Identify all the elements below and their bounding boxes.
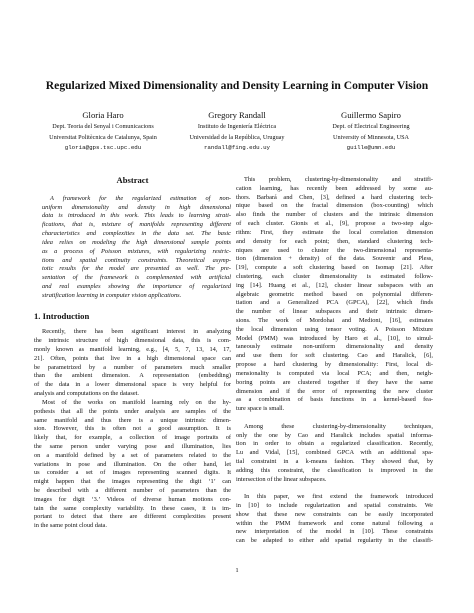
author-institution: Universitat Politècnica de Catalunya, Spain bbox=[49, 133, 157, 141]
text-line: same manifold and thus there is a unique intrinsic dimen- bbox=[34, 416, 231, 424]
text-line: likely that, for example, a collection of image portraits of bbox=[34, 434, 231, 442]
intro-paragraph bbox=[34, 328, 231, 399]
text-line: thors. Barbará and Chen, [3], defined a hard clustering tech- bbox=[236, 193, 433, 201]
text-line: in the same point cloud data. bbox=[34, 522, 107, 530]
text-line: ture space is small. bbox=[236, 405, 285, 413]
text-line: be described with a different number of parameters than the bbox=[34, 487, 231, 494]
page-number: 1 bbox=[235, 567, 239, 574]
text-line: and real examples showing the importance of regularized bbox=[42, 282, 231, 290]
text-line: as a combination of basis functions in a kernel-based fea- bbox=[236, 396, 433, 404]
text-line: dimension and if the error of representing the new cluster bbox=[236, 387, 433, 395]
text-line: tain the same complexity variability. In these cases, it is im- bbox=[34, 504, 231, 512]
text-line: tiation and a Generalized PCA (GPCA), [22], which finds bbox=[236, 299, 433, 307]
text-line: of each cluster. Gionis et al., [9], propose a two-step algo- bbox=[236, 220, 433, 228]
author-name: Gloria Haro bbox=[82, 110, 124, 120]
author-email: gloria@gps.tsc.upc.edu bbox=[64, 144, 142, 151]
text-line: adding this constraint, the classification is improved in the bbox=[236, 466, 433, 474]
author-institution: Universidad de la República, Uruguay bbox=[189, 133, 285, 141]
text-line: A framework for the regularized estimation of non- bbox=[50, 194, 231, 202]
text-line: intersection of the linear subspaces. bbox=[236, 475, 327, 483]
author-email: guille@umn.edu bbox=[346, 144, 396, 151]
text-line: data is introduced in this work. This leads to learning strati- bbox=[42, 212, 231, 220]
text-line: within the PMM framework and come natural following a bbox=[236, 519, 433, 527]
text-line: Model (PMM) was introduced by Haro et al., [10], to simul- bbox=[236, 334, 433, 342]
text-line: tions and spatial continuity constraints. Theoretical asymp- bbox=[42, 256, 231, 264]
text-line: portant to detect that there are different complexities present bbox=[34, 513, 231, 521]
author-email: randall@fing.edu.uy bbox=[203, 144, 271, 151]
text-line: new interpretation of the model in [10]. These constraints bbox=[236, 528, 433, 536]
text-line: tion (dimension + density) of the data. Souvenir and Pless, bbox=[236, 255, 433, 263]
text-line: clustering, each cluster dimensionality is estimated follow- bbox=[236, 272, 433, 280]
text-line: characteristics and complexities in the data set. The basic bbox=[42, 230, 231, 238]
text-line: us consider a set of images representing scanned digits. It bbox=[34, 469, 231, 477]
text-line: be parametrized by a number of parameters much smaller bbox=[34, 363, 231, 371]
intro-paragraph bbox=[34, 399, 231, 531]
author-department: Dept. Teoria del Senyal i Comunicacions bbox=[52, 123, 154, 130]
author-institution: University of Minnesota, USA bbox=[333, 133, 409, 141]
abstract-heading: Abstract bbox=[116, 175, 149, 185]
text-line: Among these clustering-by-dimensionality techniques, bbox=[244, 422, 433, 430]
text-line: niques are used to cluster the two-dimensional representa- bbox=[236, 246, 433, 254]
text-line: propose a hard clustering by dimensionality: First, local di- bbox=[236, 361, 433, 369]
text-line: mensionality is computed via local PCA; and then, neigh- bbox=[236, 369, 433, 377]
text-line: show that these new constraints can be easily incorporated bbox=[236, 510, 433, 518]
author-department: Instituto de Ingeniería Eléctrica bbox=[197, 123, 277, 130]
text-line: uniform dimensionality and density in high dimensional bbox=[42, 203, 231, 211]
text-line: Most of the works on manifold learning rely on the hy- bbox=[42, 398, 231, 406]
text-line: variations in pose and illumination. On the other hand, let bbox=[34, 460, 231, 468]
text-line: cation learning, has recently been addressed by some au- bbox=[236, 184, 433, 192]
text-line: than the ambient dimension. A representation (embedding) bbox=[34, 372, 231, 380]
abstract-text bbox=[34, 195, 231, 301]
text-line: can be adapted to either add spatial regularity in the classifi- bbox=[236, 537, 433, 545]
text-line: the intrinsic structure of high dimensional data, this is com- bbox=[34, 337, 231, 345]
text-line: boring points are clustered together if they have the same bbox=[236, 378, 433, 386]
text-line: Lu and Vidal, [15], combined GPCA with an additional spa- bbox=[236, 449, 433, 457]
text-line: of the data in a lower dimensional space is very helpful for bbox=[34, 381, 231, 389]
text-line: rithm: First, they estimate the local correlation dimension bbox=[236, 228, 433, 236]
text-line: 21]. Often, points that live in a high dimensional space can bbox=[34, 354, 231, 362]
text-line: totic results for the model are presented as well. The pre- bbox=[42, 265, 231, 273]
text-line: in [10] to include regularization and spatial constraints. We bbox=[236, 502, 433, 510]
text-line: the number of linear subspaces and their intrinsic dimen- bbox=[236, 308, 433, 316]
text-line: monly known as manifold learning, e.g., [4, 5, 7, 13, 14, 17, bbox=[34, 346, 231, 353]
text-line: idea relies on modeling the high dimensional sample points bbox=[42, 238, 231, 246]
author-name: Gregory Randall bbox=[208, 110, 266, 120]
text-line: Recently, there has been significant interest in analyzing bbox=[42, 328, 231, 336]
text-line: images for digit ‘3.’ Videos of diverse human motions con- bbox=[34, 495, 231, 503]
text-line: sentation of the framework is complemented with artificial bbox=[42, 274, 231, 282]
text-line: pothesis that all the points under analysis are samples of the bbox=[34, 407, 231, 415]
section-heading: 1. Introduction bbox=[34, 310, 90, 321]
text-line: tion in order to obtain a regularized classification. Recently, bbox=[236, 440, 433, 448]
text-line: and use them for soft clustering. Cao and Haralick, [6], bbox=[236, 352, 433, 360]
text-line: stratification learning in computer vision applications. bbox=[42, 291, 182, 299]
text-line: nique based on the fractal dimension (box-counting) which bbox=[236, 202, 433, 210]
text-line: fications, that is, mixture of manifolds representing different bbox=[42, 221, 231, 229]
text-line: and density for each point; then, standard clustering tech- bbox=[236, 237, 433, 245]
text-line: In this paper, we first extend the framework introduced bbox=[244, 493, 433, 501]
text-line: ing [14]. Huang et al., [12], cluster linear subspaces with an bbox=[236, 281, 433, 289]
text-line: This problem, clustering-by-dimensionality and stratifi- bbox=[244, 176, 433, 183]
text-line: the local dimension using tensor voting. A Poisson Mixture bbox=[236, 325, 433, 333]
author-block bbox=[291, 109, 451, 154]
text-line: the same person under varying pose and illumination, lies bbox=[34, 442, 231, 450]
paper-title: Regularized Mixed Dimensionality and Density Learning in Computer Vision bbox=[45, 79, 429, 92]
author-department: Dept. of Electrical Engineering bbox=[332, 123, 410, 130]
text-line: might happen that the images representing the digit ‘1’ can bbox=[34, 478, 231, 486]
text-line: as a process of Poisson mixtures, with regularizing restric- bbox=[42, 247, 231, 255]
text-line: taneously estimate non-uniform dimensionality and density bbox=[236, 343, 433, 351]
text-line: sions. The work of Mordohai and Medioni, [16], estimates bbox=[236, 317, 433, 324]
body-paragraph bbox=[236, 493, 433, 546]
text-line: on a manifold defined by a set of parameters related to the bbox=[34, 451, 231, 459]
author-name: Guillermo Sapiro bbox=[341, 110, 401, 120]
text-line: algebraic geometric method based on polynomial differen- bbox=[236, 290, 433, 298]
text-line: tial constraint in a k-means fashion. They showed that, by bbox=[236, 457, 433, 465]
text-line: also finds the number of clusters and the intrinsic dimension bbox=[236, 211, 433, 219]
text-line: analysis and computations on the dataset. bbox=[34, 390, 140, 398]
left-column bbox=[34, 176, 231, 531]
text-line: [19], compute a soft clustering based on Isomap [21]. After bbox=[236, 264, 433, 272]
text-line: only the one by Cao and Haralick includes spatial informa- bbox=[236, 431, 433, 439]
body-paragraph bbox=[236, 176, 433, 414]
right-column bbox=[236, 176, 433, 546]
body-paragraph bbox=[236, 423, 433, 485]
text-line: sion. However, this is often not a good assumption. It is bbox=[34, 425, 231, 433]
